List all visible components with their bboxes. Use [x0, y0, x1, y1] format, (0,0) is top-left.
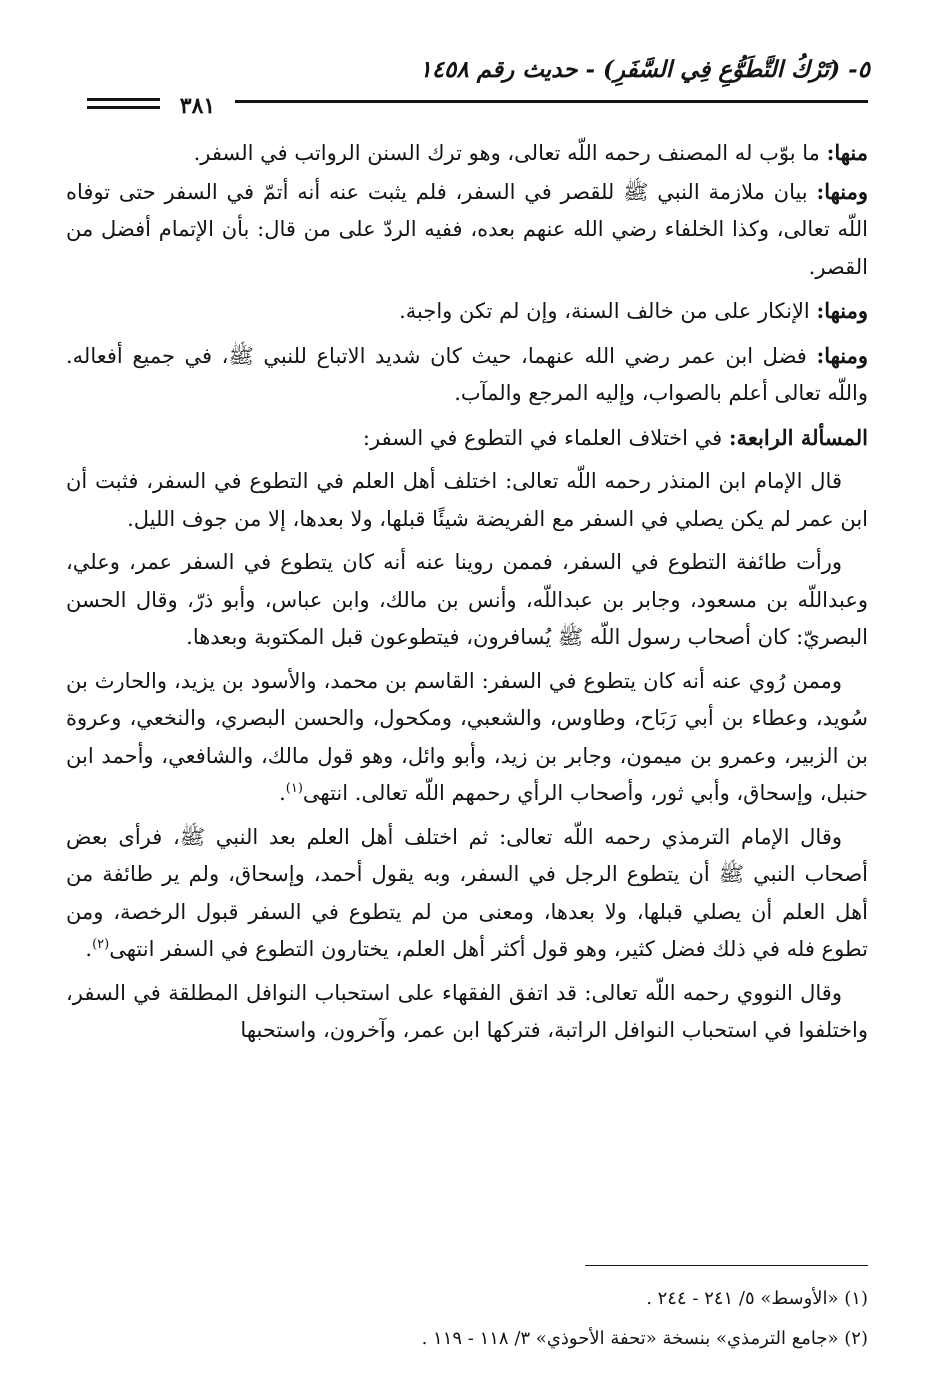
footnote: (٢) «جامع الترمذي» بنسخة «تحفة الأحوذي» ٣/ ١١٨ - ١١٩ . — [421, 1328, 868, 1349]
page-number-rule-bottom — [87, 106, 160, 109]
paragraph — [66, 292, 868, 331]
paragraph-tail: . — [85, 937, 93, 961]
paragraph-lead: ومنها: — [816, 178, 868, 204]
paragraph-lead: منها: — [826, 140, 868, 165]
paragraph — [66, 663, 868, 813]
section-heading-paragraph — [66, 419, 868, 458]
paragraph-text: وقال النووي رحمه اللّه تعالى: قد اتفق الفقهاء على استحباب النوافل المطلقة في السفر، واختلفوا في استحباب النوافل الراتبة، فتركها ابن عمر، وآخرون، واستحبها — [66, 980, 868, 1042]
paragraph-text: قال الإمام ابن المنذر رحمه اللّه تعالى: اختلف أهل العلم في التطوع في السفر، فثبت أن ابن عمر لم يكن يصلي في السفر مع الفريضة شيئًا قبلها، ولا بعدها، إلا من جوف الليل. — [66, 469, 868, 531]
header-rule — [235, 100, 868, 103]
page-number: ٣٨١ — [179, 93, 216, 119]
paragraph-text: فضل ابن عمر رضي الله عنهما، حيث كان شديد الاتباع للنبي ﷺ، في جميع أفعاله. واللّه تعالى أعلم بالصواب، وإليه المرجع والمآب. — [66, 343, 868, 405]
paragraph-text: في اختلاف العلماء في التطوع في السفر: — [362, 425, 729, 450]
footnote: (١) «الأوسط» ٥/ ٢٤١ - ٢٤٤ . — [646, 1288, 868, 1309]
paragraph-text: ما بوّب له المصنف رحمه اللّه تعالى، وهو ترك السنن الرواتب في السفر. — [193, 141, 827, 165]
paragraph-text: وقال الإمام الترمذي رحمه اللّه تعالى: ثم اختلف أهل العلم بعد النبي ﷺ، فرأى بعض أصحاب النبي ﷺ أن يتطوع الرجل في السفر، وبه يقول أحمد، وإسحاق، ولم ير طائفة من أهل العلم أن يصلي قبلها، ولا بعدها، ومعنى من لم يتطوع في السفر قبول الرخصة، ومن تطوع فله في ذلك فضل كثير، وهو قول أكثر أهل العلم، يختارون التطوع في السفر انتهى — [66, 824, 868, 961]
paragraph — [66, 463, 868, 538]
paragraph-text: بيان ملازمة النبي ﷺ للقصر في السفر، فلم يثبت عنه أنه أتمّ في السفر حتى توفاه اللّه تعالى، وكذا الخلفاء رضي الله عنهم بعده، ففيه الردّ على من قال: بأن الإتمام أفضل من القصر. — [66, 179, 868, 279]
paragraph-tail: . — [279, 781, 286, 805]
running-head: ٥- (تَرْكُ التَّطَوُّعِ فِي السَّفَرِ) - حديث رقم ١٤٥٨ — [419, 56, 870, 83]
footnotes — [70, 1279, 868, 1359]
paragraph — [66, 173, 868, 287]
body-text — [66, 134, 868, 1050]
paragraph-lead: ومنها: — [816, 342, 868, 368]
paragraph — [66, 134, 868, 173]
paragraph — [66, 337, 868, 413]
footnote-marker: (١) — [285, 781, 303, 796]
footnote-marker: (٢) — [92, 937, 110, 952]
paragraph-text: وممن رُوي عنه أنه كان يتطوع في السفر: القاسم بن محمد، والأسود بن يزيد، والحارث بن سُويد، وعطاء بن أبي رَبَاح، وطاوس، والشعبي، ومكحول، والحسن البصري، والنخعي، وعروة بن الزبير، وعمرو بن ميمون، وجابر بن زيد، وأبو وائل، وهو قول مالك، والشافعي، وأحمد ابن حنبل، وإسحاق، وأبي ثور، وأصحاب الرأي رحمهم اللّه تعالى. انتهى — [66, 668, 868, 805]
page-number-rule-top — [87, 98, 160, 101]
footnote-separator — [585, 1265, 868, 1266]
paragraph — [66, 819, 868, 969]
paragraph-lead: ومنها: — [816, 298, 868, 323]
paragraph-text: ورأت طائفة التطوع في السفر، فممن روينا عنه أنه كان يتطوع في السفر عمر، وعلي، وعبداللّه بن مسعود، وجابر بن عبداللّه، وأنس بن مالك، وابن عباس، وأبو ذرّ، وقال الحسن البصريّ: كان أصحاب رسول اللّه ﷺ يُسافرون، فيتطوعون قبل المكتوبة وبعدها. — [66, 550, 868, 649]
section-heading: المسألة الرابعة: — [728, 424, 868, 450]
paragraph — [66, 544, 868, 657]
paragraph — [66, 975, 868, 1050]
paragraph-text: الإنكار على من خالف السنة، وإن لم تكن واجبة. — [399, 299, 817, 323]
